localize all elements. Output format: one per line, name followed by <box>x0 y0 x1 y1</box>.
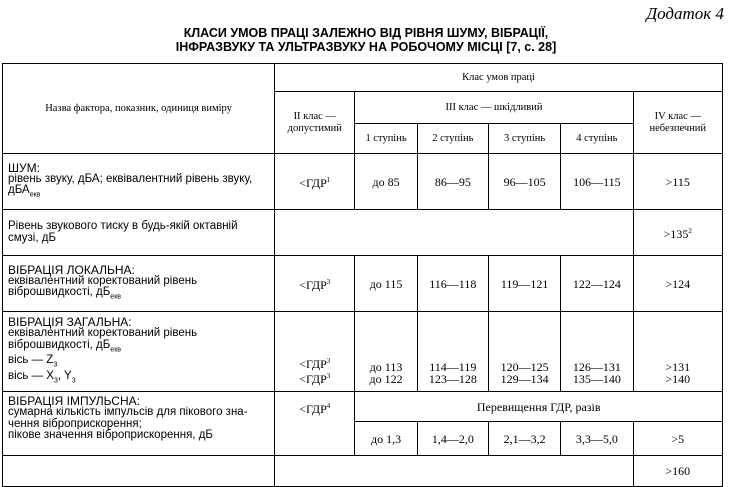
factor-vibration-general-axis-z: вісь — $Z_3$ <box>8 354 58 369</box>
factor-vibration-general-line1: ВІБРАЦІЯ ЗАГАЛЬНА: <box>8 315 132 330</box>
vibration-impulse-degree-2: 1,4—2,0 <box>417 422 488 456</box>
title-line-1: КЛАСИ УМОВ ПРАЦІ ЗАЛЕЖНО ВІД РІВНЯ ШУМУ, ВІБРАЦІЇ, <box>183 26 549 40</box>
noise-degree-4: 106—115 <box>561 154 633 210</box>
vibration-general-degree-2-z: 114—119 <box>429 360 477 374</box>
vibration-impulse-peak-factor-empty <box>3 456 275 487</box>
vibration-local-class4: >124 <box>633 256 722 312</box>
factor-vibration-impulse <box>3 392 275 456</box>
factor-vibration-impulse-line1: ВІБРАЦІЯ ІМПУЛЬСНА: <box>8 394 140 408</box>
factor-vibration-general-axis-xy: вісь — $X_3$, $Y_3$ <box>8 370 76 385</box>
vibration-general-degree-4-xy: 135—140 <box>572 372 621 386</box>
factor-column-header: Назва фактора, показник, одиниця виміру <box>3 64 275 154</box>
vibration-impulse-degree-3: 2,1—3,2 <box>488 422 560 456</box>
vibration-impulse-degree-1: до 1,3 <box>355 422 417 456</box>
class2-header <box>275 92 355 154</box>
vibration-impulse-class2: $<ГДР^4$ <box>275 392 355 456</box>
vibration-general-degree-2 <box>417 312 488 392</box>
work-conditions-class-header: Клас умов праці <box>275 64 723 92</box>
vibration-general-class2-xy: $<ГДР^3$ <box>299 372 331 386</box>
vibration-local-degree-3: 119—121 <box>488 256 560 312</box>
vibration-general-degree-1-z: до 113 <box>369 360 403 374</box>
noise-class2: $<ГДР^1$ <box>275 154 355 210</box>
vibration-general-degree-1-xy: до 122 <box>369 372 403 386</box>
title-line-2: ІНФРАЗВУКУ ТА УЛЬТРАЗВУКУ НА РОБОЧОМУ МІСЦІ [7, с. 28] <box>175 40 557 54</box>
appendix-label: Додаток 4 <box>646 4 724 23</box>
vibration-general-degree-3-z: 120—125 <box>500 360 549 374</box>
vibration-local-class2: $<ГДР^3$ <box>275 256 355 312</box>
degree-3-header: 3 ступінь <box>488 124 560 154</box>
factor-noise-line3: дБА$_{екв}$ <box>8 184 41 199</box>
table-row-vibration-general <box>3 312 723 392</box>
class4-header-line1: IV клас — <box>654 110 701 122</box>
vibration-general-degree-3 <box>488 312 560 392</box>
factor-vibration-general <box>3 312 275 392</box>
vibration-general-degree-2-xy: 123—128 <box>428 372 477 386</box>
noise-degree-3: 96—105 <box>488 154 560 210</box>
factor-vibration-impulse-line3: чення віброприскорення; <box>8 417 142 430</box>
factor-noise-line2: рівень звуку, дБА; еквівалентний рівень звуку, <box>8 172 253 185</box>
vibration-general-class4-z: >131 <box>665 360 691 374</box>
vibration-impulse-peak-empty <box>275 456 633 487</box>
factor-noise <box>3 154 275 210</box>
work-conditions-table <box>2 63 723 487</box>
factor-vibration-general-line3: віброшвидкості, $дБ_{екв}$ <box>8 338 121 353</box>
class2-header-line2: допустимий <box>287 122 342 134</box>
degree-1-header: 1 ступінь <box>355 124 417 154</box>
table-row-noise <box>3 154 723 210</box>
class2-header-line1: II клас — <box>293 110 336 122</box>
vibration-impulse-degree-4: 3,3—5,0 <box>561 422 633 456</box>
vibration-local-degree-4: 122—124 <box>561 256 633 312</box>
vibration-general-degree-4 <box>561 312 633 392</box>
vibration-impulse-peak-class4: >160 <box>633 456 722 487</box>
class3-header: III клас — шкідливий <box>355 92 633 124</box>
degree-4-header: 4 ступінь <box>561 124 633 154</box>
sound-pressure-empty <box>275 210 633 256</box>
factor-sound-pressure-line2: смузі, дБ <box>8 231 57 244</box>
table-row-vibration-impulse-header <box>3 392 723 422</box>
factor-vibration-local-line3: віброшвидкості, $дБ_{екв}$ <box>8 286 121 301</box>
vibration-general-class2-z: $<ГДР^3$ <box>299 357 331 371</box>
table-row-vibration-impulse-peak <box>3 456 723 487</box>
class4-header <box>633 92 722 154</box>
vibration-general-degree-4-z: 126—131 <box>572 360 621 374</box>
degree-2-header: 2 ступінь <box>417 124 488 154</box>
factor-vibration-local-line1: ВІБРАЦІЯ ЛОКАЛЬНА: <box>8 262 135 277</box>
vibration-general-class4 <box>633 312 722 392</box>
class4-header-line2: небезпечний <box>649 122 707 134</box>
factor-sound-pressure <box>3 210 275 256</box>
noise-degree-1: до 85 <box>355 154 417 210</box>
factor-sound-pressure-line1: Рівень звукового тиску в будь-якій октавній <box>8 220 238 232</box>
vibration-general-degree-1 <box>355 312 417 392</box>
factor-vibration-local <box>3 256 275 312</box>
vibration-impulse-exceed-label: Перевищення ГДР, разів <box>355 392 723 422</box>
vibration-general-degree-3-xy: 129—134 <box>500 372 549 386</box>
vibration-impulse-class4: >5 <box>633 422 722 456</box>
noise-degree-2: 86—95 <box>417 154 488 210</box>
table-row-sound-pressure <box>3 210 723 256</box>
vibration-local-degree-1: до 115 <box>355 256 417 312</box>
vibration-local-degree-2: 116—118 <box>417 256 488 312</box>
vibration-general-class4-xy: >140 <box>665 372 691 386</box>
factor-vibration-impulse-line4: пікове значення віброприскорення, дБ <box>8 429 213 441</box>
table-title <box>0 26 732 54</box>
vibration-general-class2 <box>275 312 355 392</box>
factor-noise-line1: ШУМ: <box>8 160 40 175</box>
factor-vibration-general-line2: еквівалентний коректований рівень <box>8 327 198 340</box>
sound-pressure-class4: $>135^2$ <box>633 210 722 256</box>
factor-vibration-local-line2: еквівалентний коректований рівень <box>8 274 198 287</box>
table-row-vibration-local <box>3 256 723 312</box>
noise-class4: >115 <box>633 154 722 210</box>
factor-vibration-impulse-line2: сумарна кількість імпульсів для пікового зна- <box>8 406 248 418</box>
